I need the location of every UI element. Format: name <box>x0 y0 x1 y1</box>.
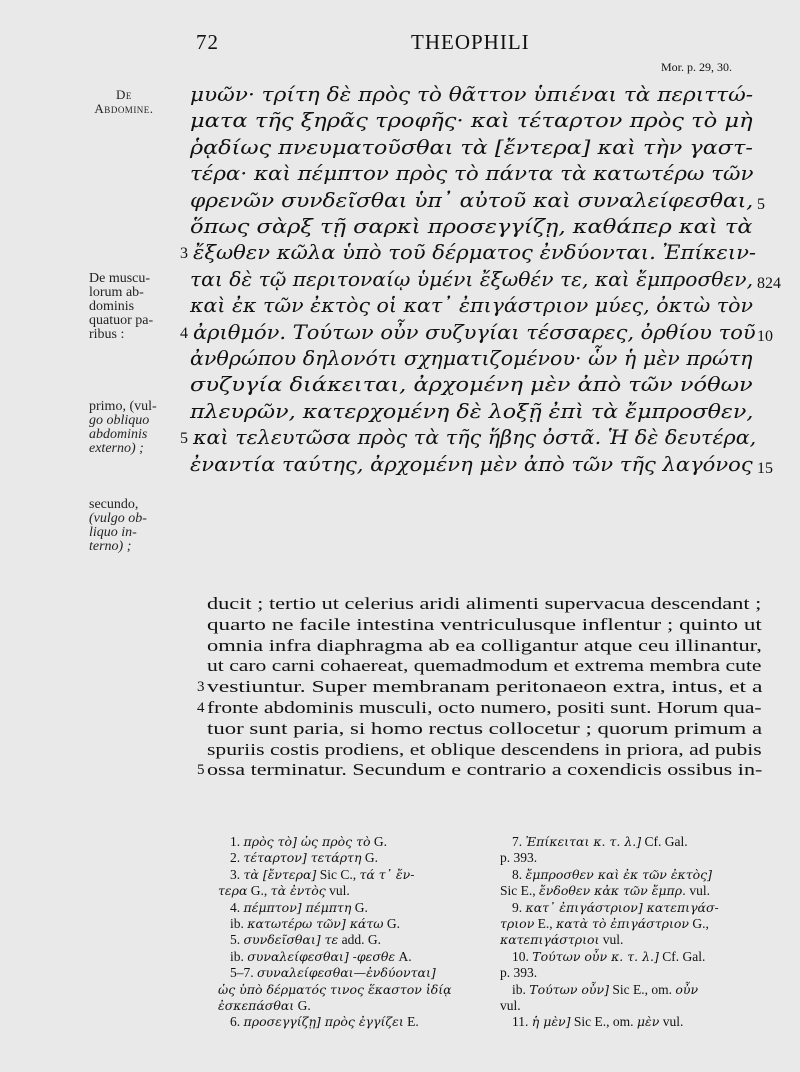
running-title: THEOPHILI <box>411 30 530 54</box>
footnote-line: 11. ἡ μὲν] Sic E., om. μὲν vul. <box>512 1014 684 1030</box>
footnote-line: τερα G., τὰ ἐντὸς vul. <box>218 883 350 899</box>
latin-line: tuor sunt paria, si homo rectus collocetur ; quorum primum a <box>207 718 763 738</box>
latin-line: omnia infra diaphragma ab ea colligantur atque ceu illinantur, <box>207 635 762 655</box>
footnote-line: ὡς ὑπὸ δέρματός τινος ἕκαστον ἰδίᾳ <box>218 981 452 997</box>
latin-line: ducit ; tertio ut celerius aridi alimenti supervacua descendant ; <box>207 594 762 613</box>
footnote-line: ἐσκεπάσθαι G. <box>218 998 311 1013</box>
footnote-line: ib. συναλείφεσθαι] -φεσθε A. <box>230 948 412 964</box>
latin-line: fronte abdominis musculi, octo numero, positi sunt. Horum qua- <box>207 698 762 717</box>
footnote-line: ib. κατωτέρω τῶν] κάτω G. <box>230 916 400 931</box>
line-number-right: 824 <box>757 274 781 292</box>
greek-line: συζυγία διάκειται, ἀρχομένη μὲν ἀπὸ τῶν νόθων <box>190 373 753 397</box>
greek-line: τέρα· καὶ πέμπτον πρὸς τὸ πάντα τὰ κατωτέρω τῶν <box>190 162 754 186</box>
footnote-line: κατεπιγάστριοι vul. <box>500 932 624 948</box>
greek-line: πλευρῶν, κατερχομένη δὲ λοξῇ ἐπὶ τὰ ἔμπροσθεν, <box>190 399 754 423</box>
latin-line: ut caro carni cohaereat, quemadmodum et extrema membra cute <box>207 656 762 676</box>
greek-line: ματα τῆς ξηρᾶς τροφῆς· καὶ τέταρτον πρὸς τὸ μὴ <box>190 109 753 133</box>
greek-line: ῥᾳδίως πνευματοῦσθαι τὰ [ἔντερα] καὶ τὴν γαστ- <box>190 135 753 159</box>
greek-line: ται δὲ τῷ περιτοναίῳ ὑμένι ἔξωθέν τε, καὶ ἔμπροσθεν, <box>190 267 754 291</box>
latin-line: ossa terminatur. Secundum e contrario a coxendicis ossibus in- <box>207 760 763 780</box>
footnote-line: 10. Τούτων οὖν κ. τ. λ.] Cf. Gal. <box>512 948 706 964</box>
page-reference: Mor. p. 29, 30. <box>661 60 733 74</box>
line-number-latin: 3 <box>197 679 205 696</box>
footnote-line: p. 393. <box>500 850 538 866</box>
line-number-left: 3 <box>180 245 188 263</box>
greek-line: καὶ ἐκ τῶν ἐκτὸς οἱ κατ᾽ ἐπιγάστριον μύες, ὀκτὼ τὸν <box>190 294 754 318</box>
footnote-line: Sic E., ἔνδοθεν κἀκ τῶν ἔμπρ. vul. <box>500 883 711 899</box>
latin-line: vestiuntur. Super membranam peritonaeon extra, intus, et a <box>207 677 763 697</box>
greek-line: φρενῶν συνδεῖσθαι ὑπ᾽ αὐτοῦ καὶ συναλείφεσθαι, <box>190 188 754 212</box>
footnote-line: 5–7. συναλείφεσθαι—ἐνδύονται] <box>230 965 436 981</box>
footnote-line: 3. τὰ [ἔντερα] Sic C., τά τ᾽ ἔν- <box>230 866 415 882</box>
footnote-line: p. 393. <box>500 965 538 981</box>
greek-line: ἀνθρώπου δηλονότι σχηματιζομένου· ὧν ἡ μὲν πρώτη <box>190 347 753 370</box>
greek-line: ἀριθμόν. Τούτων οὖν συζυγίαι τέσσαρες, ὀρθίου τοῦ <box>193 320 756 344</box>
margin-note-musculi: De muscu- lorum ab- dominis quatuor pa- ribus : <box>89 271 154 342</box>
margin-note-primo: primo, (vul- go obliquo abdominis externo) ; <box>89 399 157 456</box>
margin-note-abdomine: De Abdomine. <box>94 87 154 116</box>
footnote-line: 8. ἔμπροσθεν καὶ ἐκ τῶν ἐκτὸς] <box>512 866 713 882</box>
page-number: 72 <box>196 30 219 54</box>
greek-line: ἐναντία ταύτης, ἀρχομένη μὲν ἀπὸ τῶν τῆς λαγόνος <box>190 452 753 476</box>
line-number-latin: 5 <box>197 762 205 779</box>
line-number-left: 5 <box>180 430 188 448</box>
line-number-right: 10 <box>757 327 773 345</box>
footnote-line: τριον E., κατὰ τὸ ἐπιγάστριον G., <box>500 916 709 931</box>
line-number-left: 4 <box>180 324 188 342</box>
greek-line: ὅπως σὰρξ τῇ σαρκὶ προσεγγίζῃ, καθάπερ καὶ τὰ <box>190 215 753 238</box>
margin-note-secundo: secundo, (vulgo ob- liquo in- terno) ; <box>89 497 147 554</box>
footnote-line: 1. πρὸς τὸ] ὡς πρὸς τὸ G. <box>230 834 388 849</box>
line-number-latin: 4 <box>197 700 205 716</box>
greek-line: ἔξωθεν κῶλα ὑπὸ τοῦ δέρματος ἐνδύονται. Ἐπίκειν- <box>193 241 757 265</box>
footnote-line: ib. Τούτων οὖν] Sic E., om. οὖν <box>512 981 699 997</box>
line-number-right: 15 <box>757 459 773 477</box>
footnote-line: 9. κατ᾽ ἐπιγάστριον] κατεπιγάσ- <box>512 899 719 915</box>
latin-line: spuriis costis prodiens, et oblique descendens in priora, ad pubis <box>207 739 762 759</box>
footnote-line: 4. πέμπτον] πέμπτη G. <box>230 899 368 915</box>
footnote-line: 6. προσεγγίζῃ] πρὸς ἐγγίζει E. <box>230 1014 419 1030</box>
footnote-line: 2. τέταρτον] τετάρτη G. <box>230 850 378 866</box>
footnote-line: vul. <box>500 998 521 1013</box>
line-number-right: 5 <box>757 195 765 213</box>
greek-line: καὶ τελευτῶσα πρὸς τὰ τῆς ἥβης ὀστᾶ. Ἡ δὲ δευτέρα, <box>193 426 757 450</box>
footnote-line: 7. Ἐπίκειται κ. τ. λ.] Cf. Gal. <box>512 834 688 849</box>
footnote-line: 5. συνδεῖσθαι] τε add. G. <box>230 932 381 948</box>
greek-line: μυῶν· τρίτη δὲ πρὸς τὸ θᾶττον ὑπιέναι τὰ περιττώ- <box>190 83 754 106</box>
latin-line: quarto ne facile intestina ventriculusque inflentur ; quinto ut <box>207 614 762 634</box>
